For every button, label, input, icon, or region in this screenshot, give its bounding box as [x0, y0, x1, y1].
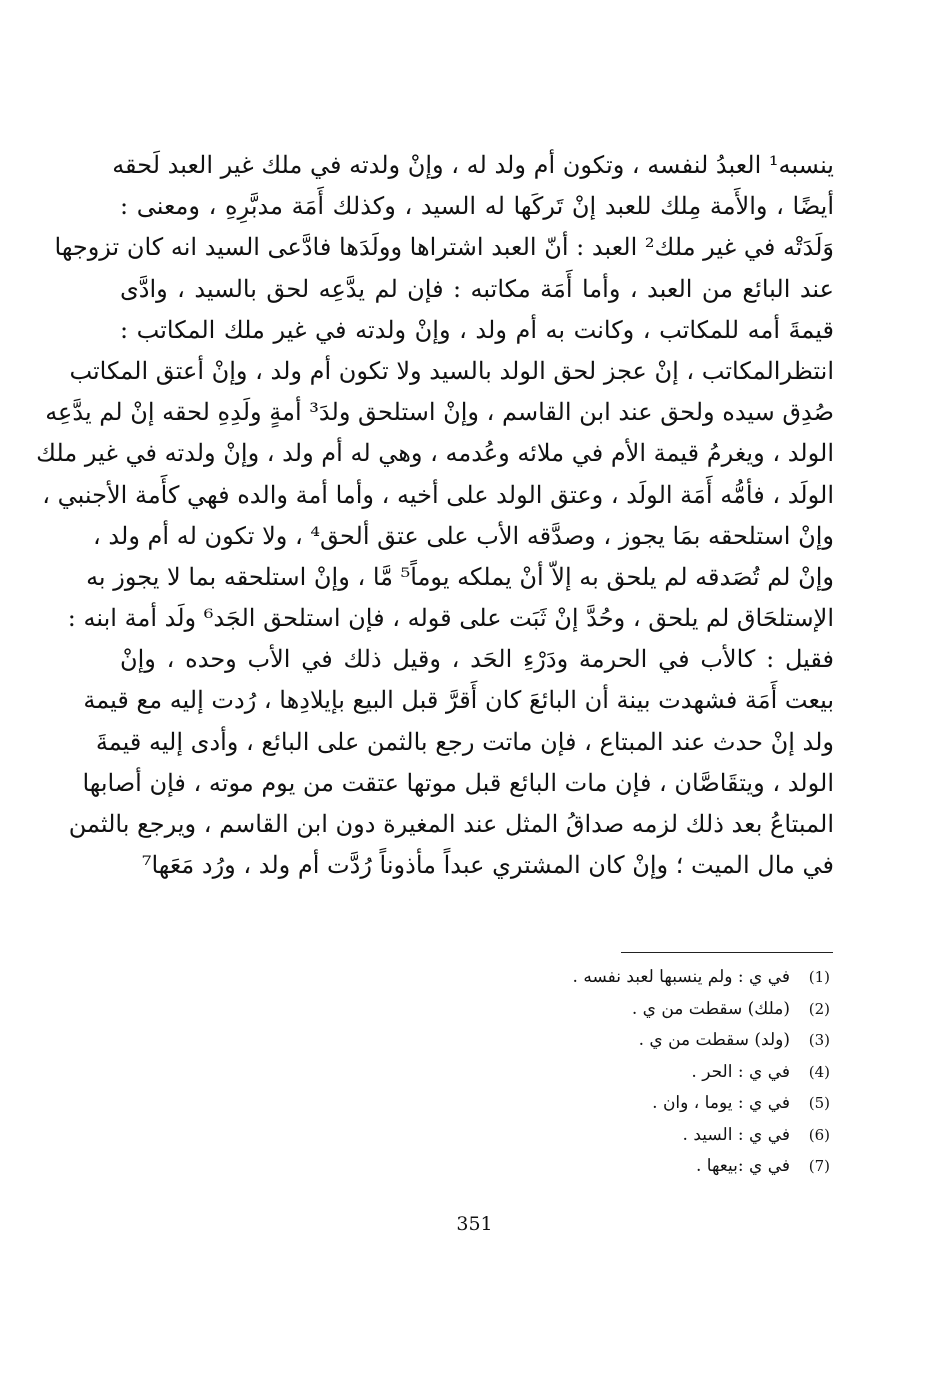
text-line: وَلَدَتْه في غير ملك² العبد : أنّ العبد اشتراها وولَدَها فادَّعى السيد انه كان تزوجها [54, 233, 834, 262]
text-line: عند البائع من العبد ، وأما أَمَة مكاتبه : فإن لم يدَّعِه لحق بالسيد ، وادَّى [120, 274, 834, 303]
footnote-text: في ي :بيعها . [695, 1156, 790, 1176]
footnote-item [480, 1057, 830, 1089]
footnote-text: في ي : السيد . [682, 1124, 790, 1145]
footnote-number: (5) [808, 1094, 830, 1112]
text-line: الإستلحَاق لم يلحق ، وحُدَّ إنْ ثَبَت على قوله ، فإن استلحق الجَد⁶ ولَد أمة ابنه : [67, 604, 834, 633]
footnote-text: في ي : الحر . [691, 1061, 790, 1082]
footnote-item [480, 1025, 830, 1057]
footnote-text: في ي : ولم ينسبها لعبد نفسه . [572, 967, 790, 987]
footnote-item [480, 1151, 830, 1183]
text-line: المبتاعُ بعد ذلك لزمه صداقُ المثل عند المغيرة دون ابن القاسم ، ويرجع بالثمن [68, 810, 834, 838]
text-line: وإنْ استلحقه بمَا يجوز ، وصدَّقه الأب على عتق ألحق⁴ ، ولا تكون له أم ولد ، [93, 521, 834, 550]
text-line: قيمةَ أمه للمكاتب ، وكانت به أم ولد ، وإنْ ولدته في غير ملك المكاتب : [120, 315, 834, 344]
text-line: صُدِق سيده ولحق عند ابن القاسم ، وإنْ استلحق ولدَ³ أمةٍ ولَدِهِ لحقه إنْ لم يدَّعِه [45, 398, 834, 427]
text-line: بيعت أَمَة فشهدت بينة أن البائعَ كان أَقرَّ قبل البيع بإيلادِها ، رُدت إليه مع قيمة [83, 686, 834, 715]
text-line: أيضًا ، والأَمة مِلك للعبد إنْ تَركَها له السيد ، وكذلك أَمَة مدبَّرِهِ ، ومعنى : [120, 192, 834, 221]
footnote-item [480, 994, 830, 1026]
main-text [36, 145, 834, 886]
text-line: وإنْ لم تُصَدقه لم يلحق به إلاّ أنْ يملكه يوماً⁵ مَّا ، وإنْ استلحقه بما لا يجوز به [86, 562, 834, 591]
footnote-text: (ولد) سقطت من ي . [638, 1030, 790, 1050]
text-line: الولد ، ويغرمُ قيمة الأم في ملائه وعُدمه ، وهي له أم ولد ، وإنْ ولدته في غير ملك [36, 439, 834, 468]
footnote-item [480, 962, 830, 994]
footnote-number: (2) [808, 999, 830, 1018]
footnote-number: (3) [808, 1031, 830, 1049]
footnote-separator [621, 952, 833, 953]
text-line: الولَد ، فأمُّه أَمَة الولَد ، وعتق الولد على أخيه ، وأما أمة والده فهي كأَمة الأجنبي ، [42, 480, 834, 509]
text-line: فقيل : كالأب في الحرمة ودَرْءِ الحَد ، وقيل ذلك في الأب وحده ، وإنْ [120, 645, 834, 674]
footnote-number: (7) [808, 1157, 830, 1175]
footnote-number: (6) [808, 1125, 830, 1144]
footnote-text: في ي : يوما ، وان . [652, 1093, 790, 1113]
text-line: في مال الميت ؛ وإنْ كان المشتري عبداً مأذوناً رُدَّت أم ولد ، ورُد مَعَها⁷ [141, 851, 834, 880]
page-number: 351 [456, 1213, 493, 1235]
text-line: الولد ، ويتقَاصَّان ، فإن مات البائع قبل موتها عتقت من يوم موته ، فإن أصابها [82, 768, 834, 797]
footnote-text: (ملك) سقطت من ي . [631, 998, 790, 1019]
footnotes-list [480, 962, 830, 1183]
footnote-item [480, 1120, 830, 1152]
text-line: ولد إنْ حدث عند المبتاع ، فإن ماتت رجع بالثمن على البائع ، وأدى إليه قيمةَ [95, 727, 834, 756]
footnote-number: (4) [808, 1062, 830, 1081]
footnote-item [480, 1088, 830, 1120]
footnote-number: (1) [808, 968, 830, 986]
text-line: انتظرالمكاتب ، إنْ عجز لحق الولد بالسيد ولا تكون أم ولد ، وإنْ أعتق المكاتب [69, 356, 834, 385]
text-line: ينسبه¹ العبدُ لنفسه ، وتكون أم ولد له ، وإنْ ولدته في ملك غير العبد لَحقه [112, 151, 834, 179]
